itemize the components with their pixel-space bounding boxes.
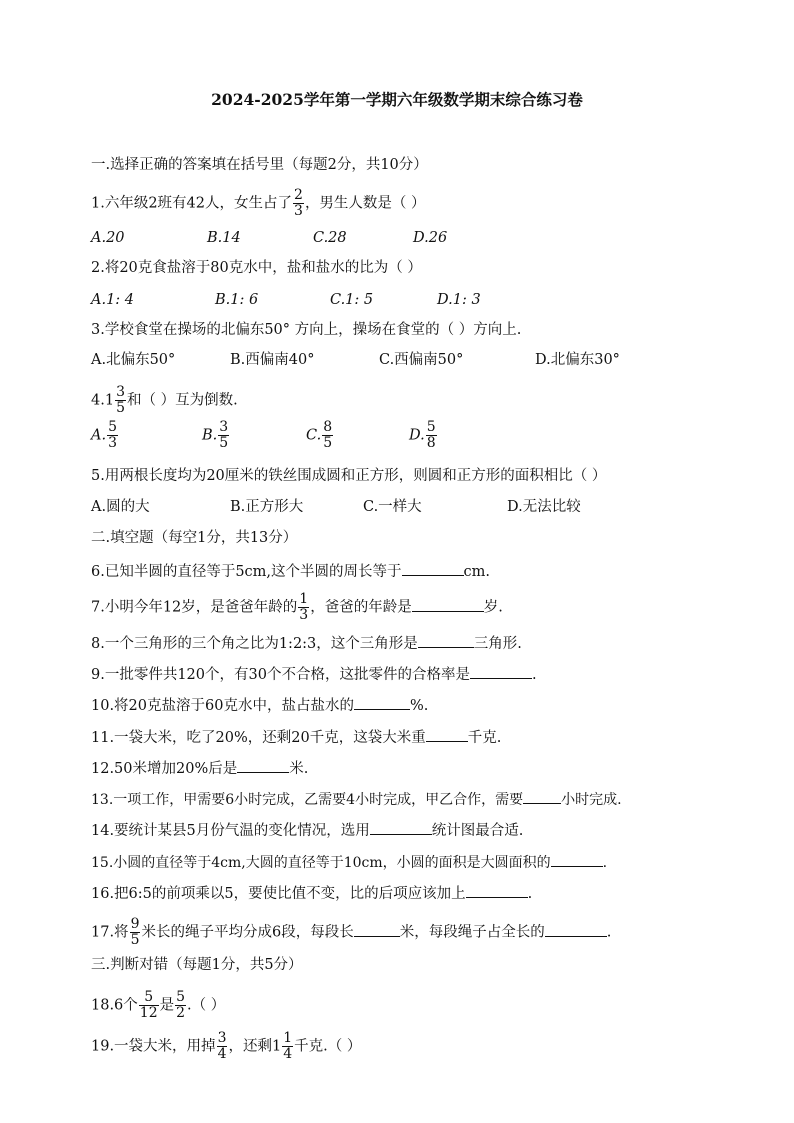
q17-text-b: 米长的绳子平均分成6段，每段长 xyxy=(141,924,354,941)
q17-answer-blank-1[interactable] xyxy=(354,921,400,937)
q4-option-b xyxy=(202,420,230,451)
q13-answer-blank[interactable] xyxy=(523,788,561,804)
q19-fraction-2-num: 1 xyxy=(283,1030,293,1046)
question-12 xyxy=(91,757,308,779)
q19-fraction-2 xyxy=(282,1031,293,1062)
q7-text-a: 7.小明今年12岁，是爸爸年龄的 xyxy=(91,599,298,616)
q17-text-d: . xyxy=(606,924,612,941)
q4-text-b: 和（ ）互为倒数. xyxy=(126,392,238,409)
question-8 xyxy=(91,632,522,654)
q8-text-a: 8.一个三角形的三个角之比为1:2:3，这个三角形是 xyxy=(91,636,418,652)
q1-fraction-den: 3 xyxy=(294,203,303,219)
q10-text-a: 10.将20克盐溶于60克水中，盐占盐水的 xyxy=(91,698,354,714)
q4-fraction-den: 5 xyxy=(116,400,125,416)
q16-answer-blank[interactable] xyxy=(466,882,528,898)
q11-text-a: 11.一袋大米，吃了20%，还剩20千克，这袋大米重 xyxy=(91,730,426,746)
q15-text-b: . xyxy=(602,855,608,871)
q15-answer-blank[interactable] xyxy=(551,851,603,867)
q18-text-c: .（ ） xyxy=(187,997,226,1014)
q4-option-c-den: 5 xyxy=(323,435,333,451)
q3-option-d: D.北偏东30° xyxy=(535,352,620,368)
q17-fraction xyxy=(130,917,141,948)
q19-text-a: 19.一袋大米，用掉 xyxy=(91,1038,216,1055)
q4-option-a-den: 3 xyxy=(108,435,118,451)
q2-option-a: A.1: 4 xyxy=(91,292,135,308)
q19-fraction-1-num: 3 xyxy=(217,1030,227,1046)
q4-option-a-num: 5 xyxy=(108,419,118,435)
q3-option-b: B.西偏南40° xyxy=(230,352,315,368)
q9-text-a: 9.一批零件共120个，有30个不合格，这批零件的合格率是 xyxy=(91,667,470,683)
q18-fraction-2-den: 2 xyxy=(176,1005,186,1021)
question-18 xyxy=(91,990,225,1021)
question-14 xyxy=(91,819,523,841)
q7-fraction-num: 1 xyxy=(299,591,309,607)
q1-text-a: 1.六年级2班有42人，女生占了 xyxy=(91,195,293,212)
q1-option-c: C.28 xyxy=(313,230,347,246)
q4-option-d xyxy=(409,420,438,451)
q1-option-b: B.14 xyxy=(207,230,241,246)
q1-fraction xyxy=(293,188,304,219)
q12-text-b: 米. xyxy=(289,761,309,777)
section-3-heading: 三.判断对错（每题1分，共5分） xyxy=(91,957,303,973)
q17-fraction-den: 5 xyxy=(130,932,140,948)
q9-text-b: . xyxy=(531,667,537,683)
q13-text-a: 13.一项工作，甲需要6小时完成，乙需要4小时完成，甲乙合作，需要 xyxy=(91,792,524,808)
question-3: 3.学校食堂在操场的北偏东50° 方向上，操场在食堂的（ ）方向上. xyxy=(91,322,522,338)
question-11 xyxy=(91,726,501,748)
q6-text-b: cm. xyxy=(463,564,491,580)
q11-answer-blank[interactable] xyxy=(426,726,468,742)
q4-option-b-den: 5 xyxy=(219,435,229,451)
q5-option-d: D.无法比较 xyxy=(507,499,581,515)
q8-answer-blank[interactable] xyxy=(418,632,474,648)
q18-fraction-1-den: 12 xyxy=(139,1005,158,1021)
q7-answer-blank[interactable] xyxy=(412,596,484,612)
q4-option-c xyxy=(306,420,334,451)
q2-option-b: B.1: 6 xyxy=(215,292,259,308)
q4-fraction xyxy=(115,385,126,416)
q19-text-c: 千克.（ ） xyxy=(294,1038,362,1055)
question-5: 5.用两根长度均为20厘米的铁丝围成圆和正方形，则圆和正方形的面积相比（ ） xyxy=(91,468,607,484)
q2-option-d: D.1: 3 xyxy=(437,292,481,308)
q4-option-c-num: 8 xyxy=(323,419,333,435)
q2-option-c: C.1: 5 xyxy=(330,292,374,308)
q19-text-b: ，还剩1 xyxy=(228,1038,282,1055)
question-4 xyxy=(91,385,238,416)
q11-text-b: 千克. xyxy=(467,730,502,746)
q17-text-c: 米，每段绳子占全长的 xyxy=(399,924,545,941)
q4-option-d-label: D. xyxy=(409,427,425,444)
question-17 xyxy=(91,917,611,948)
q12-answer-blank[interactable] xyxy=(237,757,289,773)
q5-option-b: B.正方形大 xyxy=(230,499,304,515)
question-13 xyxy=(91,788,622,810)
question-7 xyxy=(91,592,503,623)
q6-text-a: 6.已知半圆的直径等于5cm,这个半圆的周长等于 xyxy=(91,564,402,580)
q7-text-b: ，爸爸的年龄是 xyxy=(310,599,412,616)
q19-fraction-1-den: 4 xyxy=(217,1046,227,1062)
q18-text-a: 18.6个 xyxy=(91,997,138,1014)
q4-text-a: 4.1 xyxy=(91,392,115,409)
q1-text-b: ，男生人数是（ ） xyxy=(304,195,426,212)
q17-text-a: 17.将 xyxy=(91,924,129,941)
q7-text-c: 岁. xyxy=(483,599,503,616)
q17-fraction-num: 9 xyxy=(130,916,140,932)
q18-fraction-1 xyxy=(139,990,159,1021)
q1-option-d: D.26 xyxy=(413,230,448,246)
q5-option-c: C.一样大 xyxy=(363,499,422,515)
q14-answer-blank[interactable] xyxy=(370,819,432,835)
question-10 xyxy=(91,694,428,716)
q18-fraction-2 xyxy=(175,990,186,1021)
q14-text-a: 14.要统计某县5月份气温的变化情况，选用 xyxy=(91,823,370,839)
question-16 xyxy=(91,882,532,904)
q8-text-b: 三角形. xyxy=(473,636,522,652)
q1-fraction-num: 2 xyxy=(294,187,303,203)
q4-option-a-label: A. xyxy=(91,427,107,444)
q19-fraction-2-den: 4 xyxy=(283,1046,293,1062)
q7-fraction-den: 3 xyxy=(299,607,309,623)
q18-fraction-1-num: 5 xyxy=(139,990,159,1006)
q9-answer-blank[interactable] xyxy=(470,663,532,679)
q5-option-a: A.圆的大 xyxy=(91,499,150,515)
q15-text-a: 15.小圆的直径等于4cm,大圆的直径等于10cm，小圆的面积是大圆面积的 xyxy=(91,855,551,871)
section-2-heading: 二.填空题（每空1分，共13分） xyxy=(91,530,298,546)
question-2: 2.将20克食盐溶于80克水中，盐和盐水的比为（ ） xyxy=(91,260,422,276)
q10-answer-blank[interactable] xyxy=(354,694,410,710)
q4-option-b-num: 3 xyxy=(219,419,229,435)
q7-fraction xyxy=(298,592,309,623)
q4-option-d-den: 8 xyxy=(426,435,436,451)
q3-option-a: A.北偏东50° xyxy=(91,352,176,368)
q19-fraction-1 xyxy=(217,1031,228,1062)
question-6 xyxy=(91,560,490,582)
q12-text-a: 12.50米增加20%后是 xyxy=(91,761,238,777)
section-1-heading: 一.选择正确的答案填在括号里（每题2分，共10分） xyxy=(91,157,428,173)
q4-fraction-num: 3 xyxy=(116,384,125,400)
q4-option-a xyxy=(91,420,119,451)
q4-option-c-label: C. xyxy=(306,427,322,444)
q13-text-b: 小时完成. xyxy=(561,792,622,808)
page-title: 2024-2025学年第一学期六年级数学期末综合练习卷 xyxy=(211,90,583,109)
question-1 xyxy=(91,188,426,219)
q1-option-a: A.20 xyxy=(91,230,125,246)
q3-option-c: C.西偏南50° xyxy=(379,352,464,368)
q10-text-b: %. xyxy=(409,698,429,714)
q18-text-b: 是 xyxy=(159,997,175,1014)
q4-option-d-num: 5 xyxy=(426,419,436,435)
q6-answer-blank[interactable] xyxy=(402,560,464,576)
q16-text-a: 16.把6:5的前项乘以5，要使比值不变，比的后项应该加上 xyxy=(91,886,466,902)
question-19 xyxy=(91,1031,361,1062)
q17-answer-blank-2[interactable] xyxy=(545,921,607,937)
q4-option-b-label: B. xyxy=(202,427,218,444)
q14-text-b: 统计图最合适. xyxy=(431,823,524,839)
question-15 xyxy=(91,851,607,873)
question-9 xyxy=(91,663,537,685)
q18-fraction-2-num: 5 xyxy=(176,989,186,1005)
q16-text-b: . xyxy=(527,886,533,902)
